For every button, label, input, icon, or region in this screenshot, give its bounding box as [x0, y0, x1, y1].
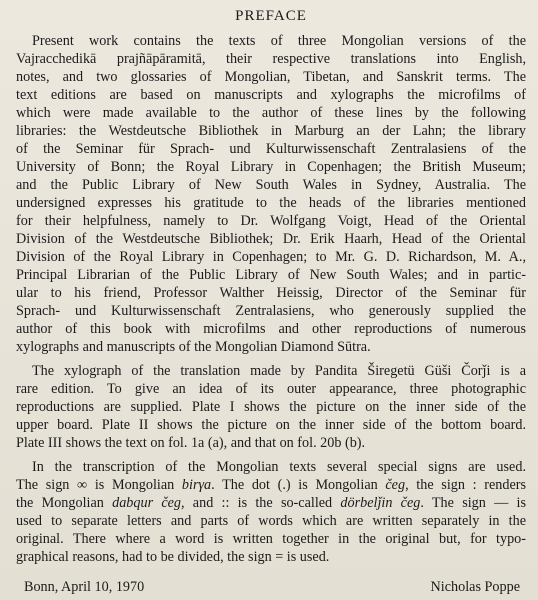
text-line: graphical reasons, had to be divided, the sign = is used.: [16, 549, 330, 565]
author-name: Nicholas Poppe: [430, 579, 520, 595]
text-line: libraries: the Westdeutsche Bibliothek in Marburg an der Lahn; the library: [16, 123, 526, 139]
text-line: the Mongolian dabqur čeg, and :: is the so-called dörbelǰin čeg. The sign — is: [16, 495, 526, 511]
text-line: Vajracchedikā prajñāpāramitā, their respective translations into English,: [16, 51, 526, 67]
text-line: rare edition. To give an idea of its outer appearance, three photographic: [16, 381, 526, 397]
place-date: Bonn, April 10, 1970: [24, 579, 145, 595]
text-line: Division of the Royal Library in Copenhagen; to Mr. G. D. Richardson, M. A.,: [16, 249, 526, 265]
text-line: author of this book with microfilms and other reproductions of numerous: [16, 321, 526, 337]
text-line: text editions are based on manuscripts and xylographs the microfilms of: [16, 87, 526, 103]
text-line: of the Seminar für Sprach- und Kulturwissenschaft Zentralasiens of the: [16, 141, 526, 157]
page-title: PREFACE: [235, 8, 307, 24]
text-line: original. There where a word is written together in the original but, for typo-: [16, 531, 526, 547]
text-line: Principal Librarian of the Public Library of New South Wales; and in partic-: [16, 267, 526, 283]
signature-line: [24, 578, 520, 596]
text-line: Plate III shows the text on fol. 1a (a), and that on fol. 20b (b).: [16, 435, 366, 451]
text-line: and the Public Library of New South Wales in Sydney, Australia. The: [16, 177, 526, 193]
text-line: notes, and two glossaries of Mongolian, Tibetan, and Sanskrit terms. The: [16, 69, 526, 85]
text-line: for their helpfulness, namely to Dr. Wolfgang Voigt, Head of the Oriental: [16, 213, 526, 229]
paragraph-1: [16, 32, 526, 356]
text-line: undersigned expresses his gratitude to the heads of the libraries mentioned: [16, 195, 526, 211]
text-line: University of Bonn; the Royal Library in Copenhagen; the British Museum;: [16, 159, 526, 175]
text-line: upper board. Plate II shows the picture on the inner side of the bottom board.: [16, 417, 526, 433]
text-line: The xylograph of the translation made by Pandita Širegetü Güši Čorǰi is a: [32, 363, 526, 379]
text-line: The sign ∞ is Mongolian birγa. The dot (.) is Mongolian čeg, the sign : renders: [16, 477, 526, 493]
text-line: In the transcription of the Mongolian texts several special signs are used.: [32, 459, 526, 475]
text-line: used to separate letters and parts of words which are written separately in the: [16, 513, 526, 529]
paragraph-2: [16, 362, 526, 452]
text-line: xylographs and manuscripts of the Mongolian Diamond Sūtra.: [16, 339, 371, 355]
text-line: which were made available to the author of these lines by the following: [16, 105, 526, 121]
text-line: Sprach- und Kulturwissenschaft Zentralasiens, who generously supplied the: [16, 303, 526, 319]
text-line: Present work contains the texts of three Mongolian versions of the: [32, 33, 526, 49]
paragraph-3: [16, 458, 526, 566]
text-line: Division of the Westdeutsche Bibliothek; Dr. Erik Haarh, Head of the Oriental: [16, 231, 526, 247]
text-line: ular to his friend, Professor Walther Heissig, Director of the Seminar für: [16, 285, 526, 301]
text-line: reproductions are supplied. Plate I shows the picture on the inner side of the: [16, 399, 526, 415]
